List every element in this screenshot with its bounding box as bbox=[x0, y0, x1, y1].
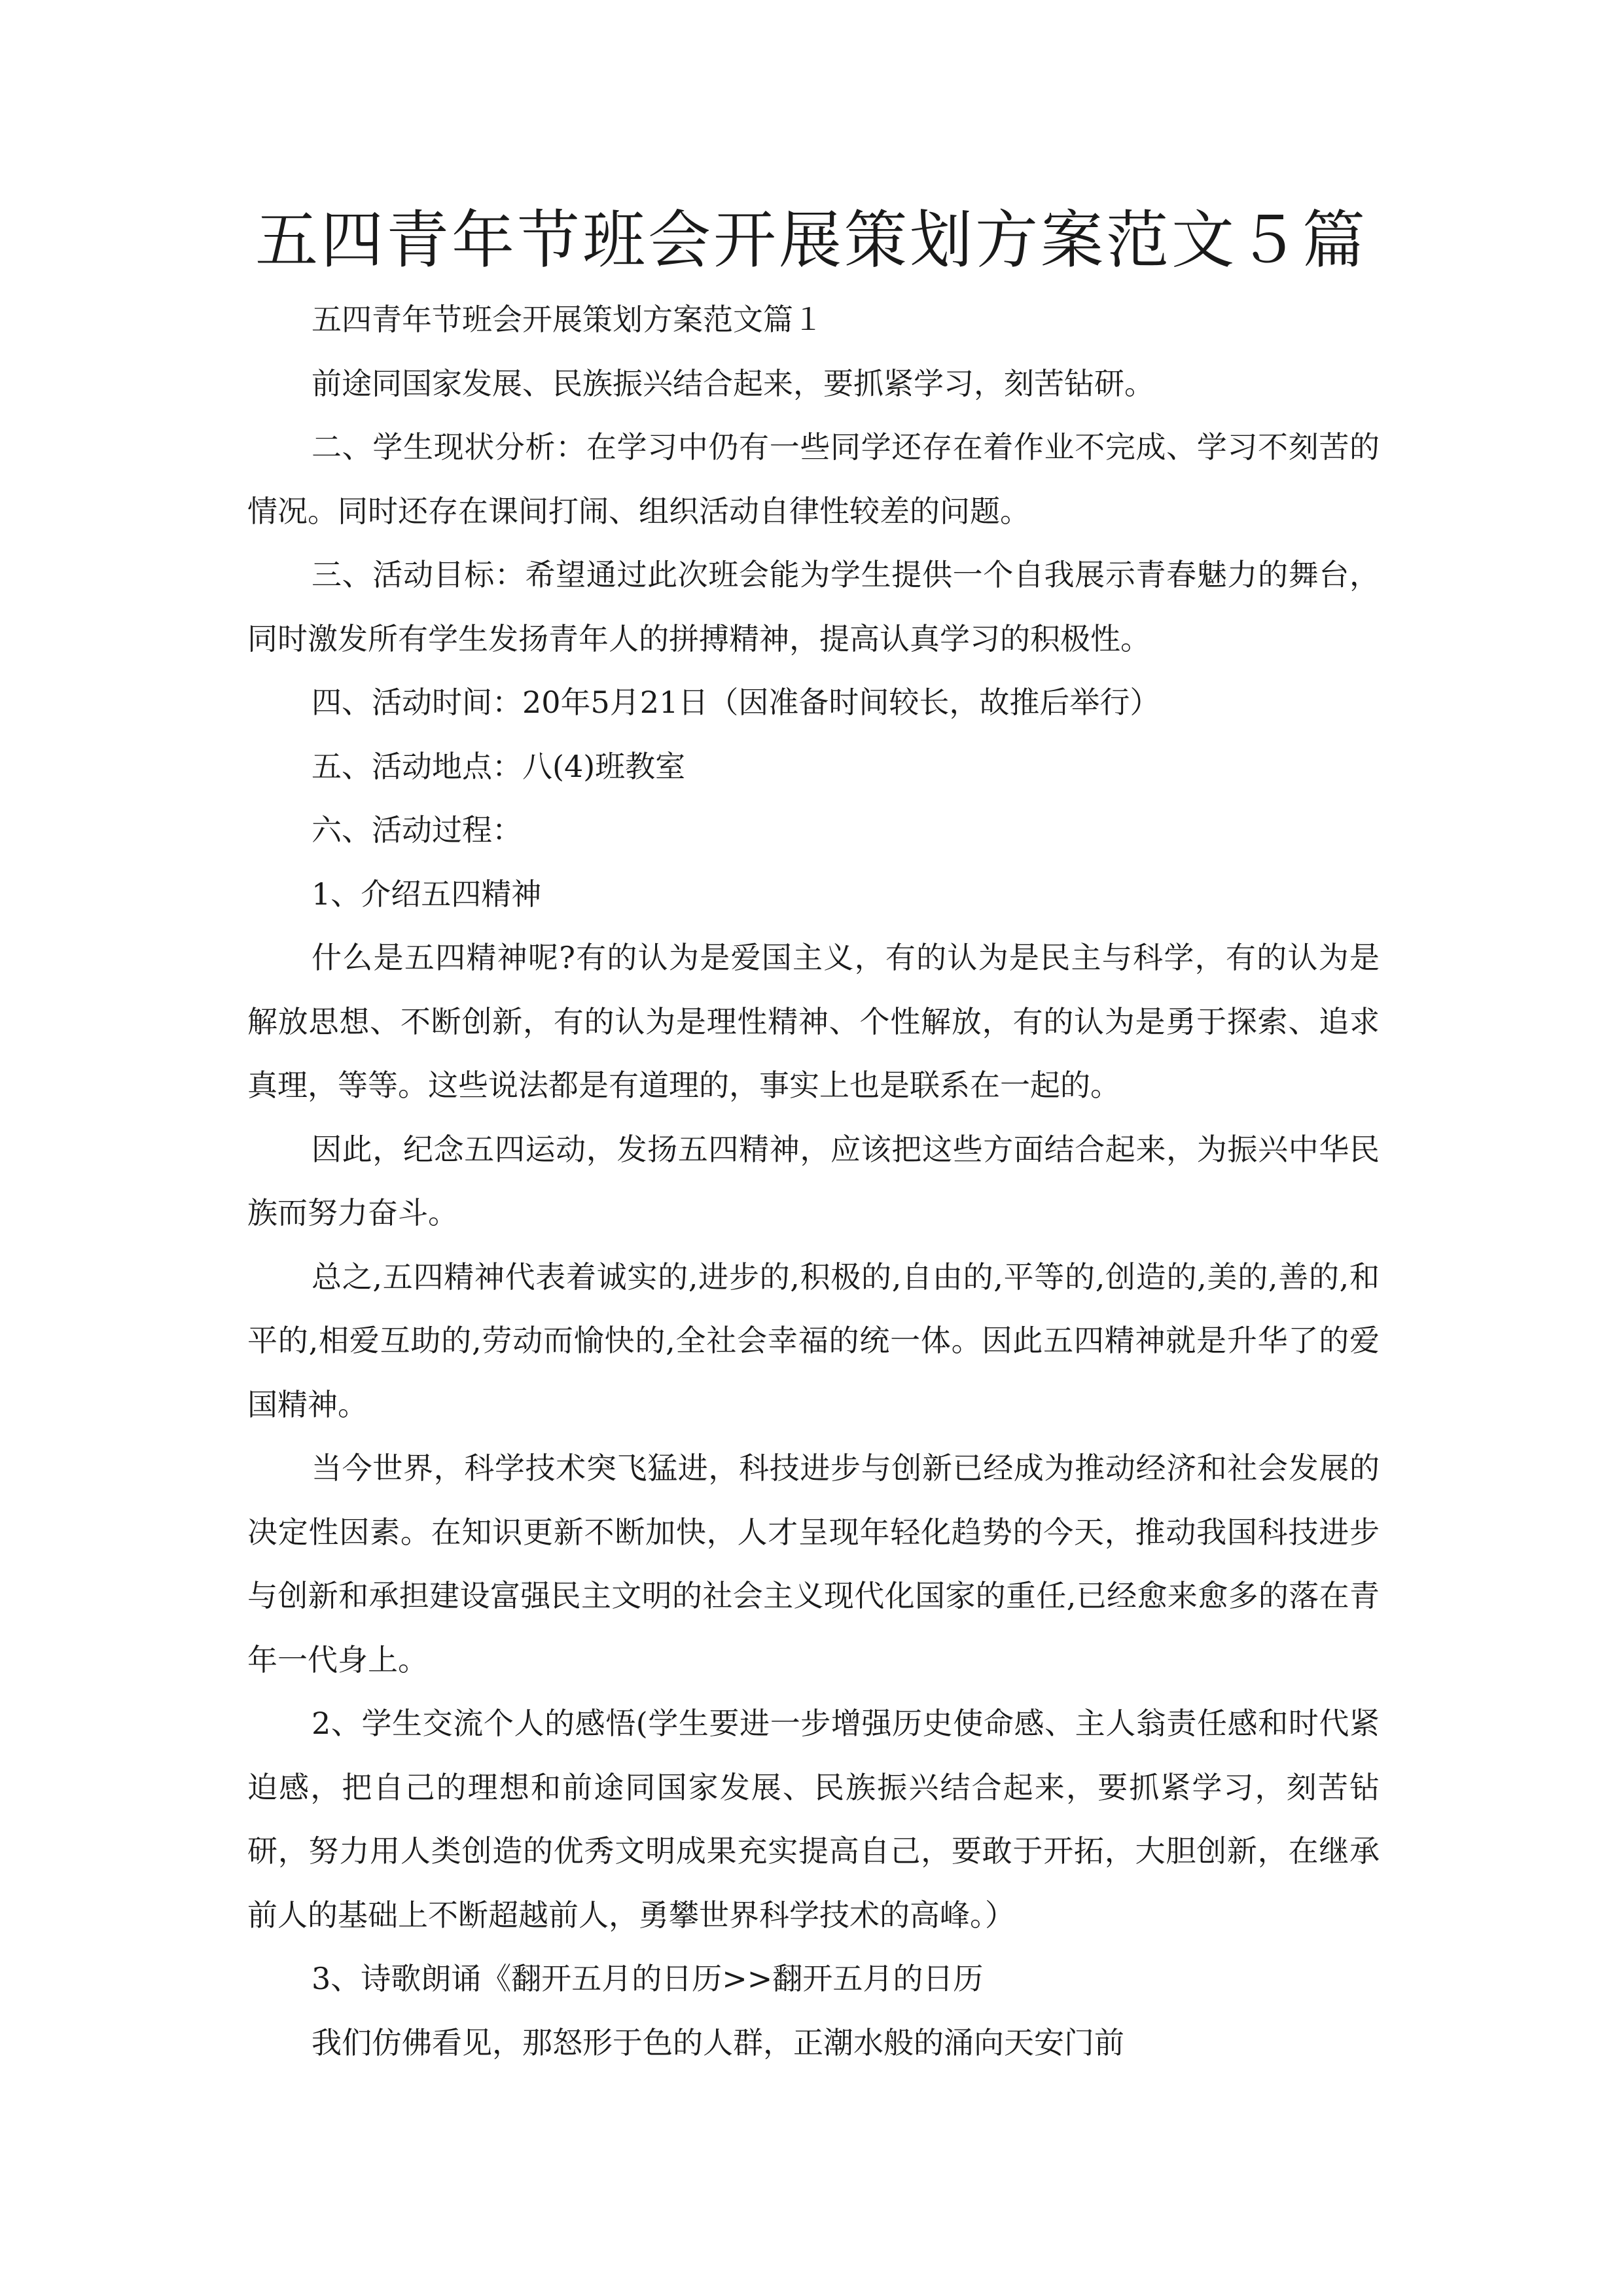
paragraph: 因此，纪念五四运动，发扬五四精神，应该把这些方面结合起来，为振兴中华民族而努力奋斗。 bbox=[247, 1131, 1380, 1230]
paragraph: 六、活动过程： bbox=[312, 812, 522, 848]
paragraph-subtitle: 五四青年节班会开展策划方案范文篇１ bbox=[312, 302, 823, 337]
document-title: 五四青年节班会开展策划方案范文５篇 bbox=[255, 204, 1368, 277]
paragraph: 3、诗歌朗诵《翻开五月的日历>>翻开五月的日历 bbox=[312, 1961, 984, 1996]
paragraph: 二、学生现状分析：在学习中仍有一些同学还存在着作业不完成、学习不刻苦的情况。同时还存在课间打闹、组织活动自律性较差的问题。 bbox=[247, 429, 1380, 529]
document-body bbox=[247, 288, 1380, 2075]
paragraph: 我们仿佛看见，那怒形于色的人群，正潮水般的涌向天安门前 bbox=[312, 2024, 1124, 2060]
paragraph: 1、介绍五四精神 bbox=[312, 876, 542, 912]
paragraph: 前途同国家发展、民族振兴结合起来，要抓紧学习，刻苦钻研。 bbox=[312, 365, 1154, 401]
paragraph: 什么是五四精神呢?有的认为是爱国主义，有的认为是民主与科学，有的认为是解放思想、不断创新，有的认为是理性精神、个性解放，有的认为是勇于探索、追求真理，等等。这些说法都是有道理的，事实上也是联系在一起的。 bbox=[247, 940, 1380, 1103]
paragraph: 总之,五四精神代表着诚实的,进步的,积极的,自由的,平等的,创造的,美的,善的,和平的,相爱互助的,劳动而愉快的,全社会幸福的统一体。因此五四精神就是升华了的爱国精神。 bbox=[247, 1259, 1380, 1422]
paragraph: 当今世界，科学技术突飞猛进，科技进步与创新已经成为推动经济和社会发展的决定性因素。在知识更新不断加快，人才呈现年轻化趋势的今天，推动我国科技进步与创新和承担建设富强民主文明的社会主义现代化国家的重任,已经愈来愈多的落在青年一代身上。 bbox=[247, 1450, 1380, 1677]
paragraph: 五、活动地点：八(4)班教室 bbox=[312, 748, 686, 784]
paragraph: 三、活动目标：希望通过此次班会能为学生提供一个自我展示青春魅力的舞台，同时激发所有学生发扬青年人的拼搏精神，提高认真学习的积极性。 bbox=[247, 557, 1380, 656]
paragraph: 四、活动时间：20年5月21日（因准备时间较长，故推后举行） bbox=[312, 685, 1160, 720]
paragraph: 2、学生交流个人的感悟(学生要进一步增强历史使命感、主人翁责任感和时代紧迫感，把自己的理想和前途同国家发展、民族振兴结合起来，要抓紧学习，刻苦钻研，努力用人类创造的优秀文明成果充实提高自己，要敢于开拓，大胆创新，在继承前人的基础上不断超越前人，勇攀世界科学技术的高峰。） bbox=[247, 1706, 1380, 1933]
